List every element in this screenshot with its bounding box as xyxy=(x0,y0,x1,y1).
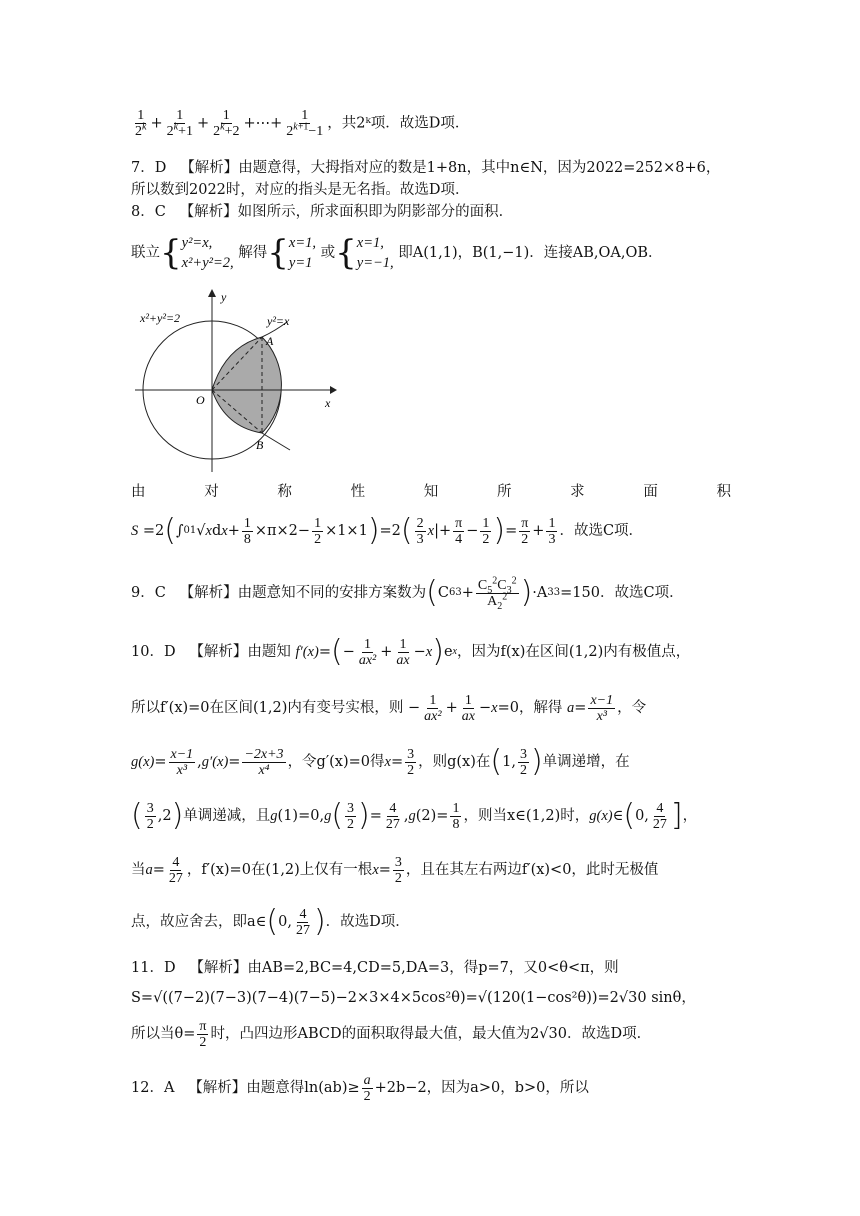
q7-line2: 所以数到2022时，对应的指头是无名指。故选D项． xyxy=(131,182,470,198)
q7-line1: 7．D 【解析】由题意得，大拇指对应的数是1+8n，其中n∈N，因为2022=252×8+6， xyxy=(131,160,721,176)
origin-label: O xyxy=(196,393,205,407)
sum-line: $\frac{1}{2^k}$ + $\frac{1}{2^k+1}$ + $\frac{1}{2^k+2}$ +⋯+ $\frac{1}{2^{k+1}-1}$ ，共2ᵏ项．故选D项． xyxy=(135,108,470,139)
q11-line3: 所以当θ= $\frac{\pi}{2}$ 时，凸四边形ABCD的面积取得最大值，最大值为2√30．故选D项． xyxy=(131,1018,652,1050)
q9-line: 9．C 【解析】 由题意知不同的安排方案数为 ( C 6 3 + $\frac{C_5^2C_3^2}{A_2^2}$ ) ·A 3 3 =150 ．故选C项． xyxy=(131,574,684,612)
x-axis-label: x xyxy=(325,396,331,410)
q8-system-line: 联立 { y²=x, x²+y²=2, 解得 { x=1, y=1 或 { x=1, y=−1, 即A(1,1)，B(1,−1)．连接AB,OA,OB． xyxy=(131,233,663,273)
point-B-label: B xyxy=(256,438,264,452)
parabola-label: y²=x xyxy=(267,314,290,328)
q10-line1: 10．D 【解析】 由题知 f′(x) = ( − $\frac{1}{\text{ax²}}$ + $\frac{1}{ax}$ − x ) e x ，因为f(x)在区间(1,2)内有极值点， xyxy=(131,634,691,669)
q11-line2: S=√((7−2)(7−3)(7−4)(7−5)−2×3×4×5cos²θ)=√(120(1−cos²θ))=2√30 sinθ， xyxy=(131,990,696,1006)
figure-circle-parabola xyxy=(135,287,345,477)
q10-line5: 当 a = $\frac{4}{27}$ ，f′(x)=0在(1,2)上仅有一根 x = $\frac{3}{2}$ ，且在其左右两边f′(x)<0，此时无极值 xyxy=(131,854,659,886)
q10-line3: g(x) = $\frac{x-1}{\text{x³}}$ , g′(x) = $\frac{-2x+3}{\text{x⁴}}$ ，令g′(x)=0得 x = $\frac{3}{2}$ ，则g(x)在 ( 1, $\frac{3}{2}$ ) 单调递增，在 xyxy=(131,744,630,779)
q11-line1: 11．D 【解析】由AB=2,BC=4,CD=5,DA=3，得p=7，又0<θ<π，则 xyxy=(131,960,619,976)
q10-line2: 所以f′(x)=0在区间(1,2)内有变号实根，则 − $\frac{1}{\text{ax²}}$ + $\frac{1}{ax}$ − x =0 ，解得 a = $\frac{x-1}{\text{x³}}$ ，令 xyxy=(131,692,647,724)
q8-symmetry-line: 由 对 称 性 知 所 求 面 积 xyxy=(131,484,731,500)
y-axis-label: y xyxy=(221,290,227,304)
q10-line4: ( $\frac{3}{2}$ ,2 ) 单调递减，且 g (1)=0, g ( $\frac{3}{2}$ ) = $\frac{4}{27}$ , g (2)= $\frac{1}{8}$ ，则当x∈(1,2)时， g(x) ∈ ( 0, $\frac{4}{27}$ ] ， xyxy=(131,798,698,833)
q12-line1: 12．A 【解析】 由题意得ln(ab)≥ $\frac{a}{2}$ +2b−2，因为a>0，b>0，所以 xyxy=(131,1072,589,1104)
point-A-label: A xyxy=(266,334,274,348)
q10-line6: 点，故应舍去，即a∈ ( 0, $\frac{4}{27}$ ) ．故选D项． xyxy=(131,904,410,939)
sum-tail: ，共2ᵏ项．故选D项． xyxy=(327,115,470,132)
q8-line1: 8．C 【解析】如图所示，所求面积即为阴影部分的面积． xyxy=(131,204,514,220)
circle-label: x²+y²=2 xyxy=(140,311,181,325)
q8-integral-line: S =2 ( ∫ 0 1 √ x d x + $\frac{1}{8}$ ×π×2− $\frac{1}{2}$ ×1×1 ) =2 ( $\frac{2}{3}$ x |+ $\frac{\pi}{4}$ − $\frac{1}{2}$ ) = $\frac{\pi}{2}$ + $\frac{1}{3}$ ．故选C项． xyxy=(131,513,644,548)
